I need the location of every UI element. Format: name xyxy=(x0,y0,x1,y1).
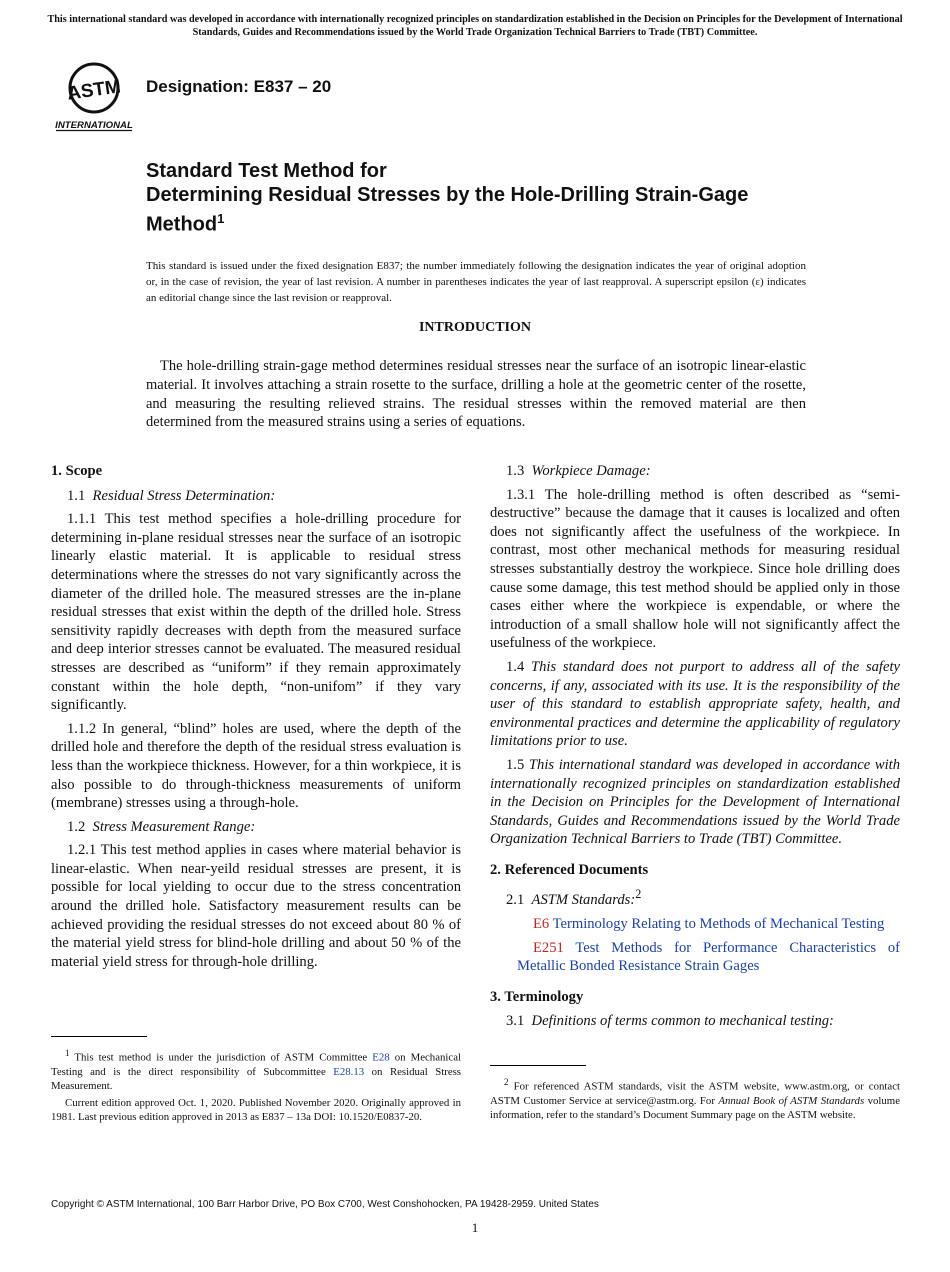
section-3-1 xyxy=(490,1012,900,1031)
footnote-2-mark: 2 xyxy=(504,1077,509,1087)
footnote-1-part-a: This test method is under the jurisdiction of ASTM Committee xyxy=(74,1051,368,1064)
section-1-2-title: Stress Measurement Range: xyxy=(92,818,256,835)
footnote-2-text xyxy=(490,1075,900,1122)
section-1-2 xyxy=(51,818,461,837)
introduction-heading: INTRODUCTION xyxy=(418,320,531,335)
document-title xyxy=(146,159,826,237)
section-1-1 xyxy=(51,487,461,506)
footnote-1-text xyxy=(51,1046,461,1093)
subcommittee-e28-13-link[interactable]: E28.13 xyxy=(333,1065,365,1078)
title-footnote-mark: 1 xyxy=(217,211,225,226)
copyright: Copyright © ASTM International, 100 Barr Harbor Drive, PO Box C700, West Conshohocken, PA 19428-2959. United States xyxy=(51,1199,599,1210)
footnote-1-part-b: on Mechanical Testing and is the direct responsibility of Subcommittee xyxy=(51,1051,461,1078)
committee-e28-link[interactable]: E28 xyxy=(372,1051,390,1064)
section-1-1-title: Residual Stress Determination: xyxy=(92,487,276,504)
footnote-rule-left xyxy=(51,1036,147,1037)
title-line-2 xyxy=(146,183,826,237)
footnote-2-italic: Annual Book of ASTM Standards xyxy=(718,1094,865,1107)
referenced-documents-heading: 2. Referenced Documents xyxy=(490,861,649,878)
terminology-heading: 3. Terminology xyxy=(490,988,584,1005)
top-notice: This international standard was developed in accordance with internationally recognized principles on standardization established in the Decision on Principles for the Development of International Standards, Guides and Recommendations issued by the World Trade Organization Technical Barriers to Trade (TBT) Committee. xyxy=(47,14,903,38)
footnote-1 xyxy=(51,1046,461,1128)
section-1-2-number: 1.2 xyxy=(67,818,86,835)
section-2-1 xyxy=(490,885,900,909)
reference-e251[interactable] xyxy=(490,939,900,976)
section-1-2-1: 1.2.1 This test method applies in cases where material behavior is linear-elastic. When near-yeild residual stresses are present, it is possible for local yielding to occur due to the stress concentration around the drilled hole. Satisfactory measurement results can be achieved providing the residual stresses do not exceed about 80 % of the material yield stress for blind-hole drilling and about 50 % of the material yield stress for through-hole drilling. xyxy=(51,842,461,970)
footnote-2 xyxy=(490,1075,900,1125)
designation: Designation: E837 – 20 xyxy=(146,77,332,96)
astm-logo xyxy=(52,60,136,132)
section-1-1-2: 1.1.2 In general, “blind” holes are used, where the depth of the drilled hole and therefore the depth of the residual stress evaluation is less than the workpiece thickness. However, for a thin workpiece, it is also possible to do through-thickness measurements of uniform (membrane) stresses using a through-hole. xyxy=(51,720,461,812)
footnote-2-part-a: For referenced ASTM standards, visit the ASTM website, www.astm.org, or contact ASTM Customer Service at service@astm.org. For xyxy=(490,1080,900,1107)
section-1-1-number: 1.1 xyxy=(67,487,86,504)
logo-text-top: ASTM xyxy=(65,76,123,105)
section-1-5 xyxy=(490,756,900,849)
section-1-3-number: 1.3 xyxy=(506,463,525,479)
logo-text-bottom: INTERNATIONAL xyxy=(55,120,133,131)
scope-heading: 1. Scope xyxy=(51,463,103,479)
section-2-1-footnote-mark: 2 xyxy=(635,887,642,902)
left-column xyxy=(51,462,461,976)
section-1-3-1: 1.3.1 The hole-drilling method is often described as “semi-destructive” because the damage that it causes is localized and often does not significantly affect the usefulness of the workpiece. In contrast, most other mechanical methods for measuring residual stresses substantially destroy the workpiece. Since hole drilling does cause some damage, this test method should be applied only in those cases either where the workpiece is expendable, or where the introduction of a small shallow hole will not significantly affect the usefulness of the workpiece. xyxy=(490,486,900,652)
section-1-3-title: Workpiece Damage: xyxy=(531,463,651,479)
footnote-rule-right xyxy=(490,1065,586,1066)
section-1-4-number: 1.4 xyxy=(506,658,525,675)
section-1-1-1: 1.1.1 This test method specifies a hole-drilling procedure for determining in-plane residual stresses near the surface of an isotropic linearly elastic material. It is applicable to residual stress determinations where the stresses do not vary significantly across the diameter of the drilled hole. The measured stresses are the in-plane residual stresses that exist within the depth of the drilled hole. Stress sensitivity rapidly decreases with depth from the measured surface and deep interior stresses cannot be evaluated. The measured residual stresses are described as “uniform” if they remain approximately constant within the hole depth, “non-unifom” if they vary significantly. xyxy=(51,511,461,714)
footnote-1-approval: Current edition approved Oct. 1, 2020. Published November 2020. Originally approved in 1981. Last previous edition approved in 2013 as E837 – 13a DOI: 10.1520/E0837-20. xyxy=(51,1097,461,1124)
standard-note: This standard is issued under the fixed designation E837; the number immediately following the designation indicates the year of original adoption or, in the case of revision, the year of last revision. A number in parentheses indicates the year of last reapproval. A superscript epsilon (ε) indicates an editorial change since the last revision or reapproval. xyxy=(146,260,806,304)
title-line-1: Standard Test Method for xyxy=(146,160,387,182)
reference-title-link[interactable]: Terminology Relating to Methods of Mechanical Testing xyxy=(552,915,885,932)
section-1-5-text: This international standard was developed in accordance with internationally recognized principles on standardization established in the Decision on Principles for the Development of International Standards, Guides and Recommendations issued by the World Trade Organization Technical Barriers to Trade (TBT) Committee. xyxy=(490,756,901,848)
section-1-3 xyxy=(490,462,900,481)
section-1-5-number: 1.5 xyxy=(506,756,525,773)
section-1-4 xyxy=(490,658,900,751)
section-2-1-title: ASTM Standards: xyxy=(531,892,636,909)
footnote-1-mark: 1 xyxy=(65,1048,70,1058)
reference-code-link[interactable]: E6 xyxy=(533,915,550,932)
footnote-2-part-b: volume information, refer to the standard’s Document Summary page on the ASTM website. xyxy=(490,1094,900,1121)
right-column xyxy=(490,462,900,1036)
title-main: Determining Residual Stresses by the Hole-Drilling Strain-Gage Method xyxy=(146,184,749,236)
section-3-1-title: Definitions of terms common to mechanical testing: xyxy=(531,1013,834,1030)
introduction-text: The hole-drilling strain-gage method determines residual stresses near the surface of an isotropic linear-elastic material. It involves attaching a strain rosette to the surface, drilling a hole at the geometric center of the rosette, and measuring the resulting relieved strains. The residual stresses within the removed material are then determined from the measured strains using a series of equations. xyxy=(146,358,806,431)
page-number: 1 xyxy=(471,1220,479,1235)
section-2-1-number: 2.1 xyxy=(506,892,525,909)
section-1-4-text: This standard does not purport to address all of the safety concerns, if any, associated with its use. It is the responsibility of the user of this standard to establish appropriate safety, health, and environmental practices and determine the applicability of regulatory limitations prior to use. xyxy=(490,658,900,750)
reference-code-link[interactable]: E251 xyxy=(533,939,564,956)
section-3-1-number: 3.1 xyxy=(506,1013,525,1030)
footnote-1-part-c: on Residual Stress Measurement. xyxy=(51,1065,462,1092)
reference-e6[interactable] xyxy=(490,915,900,934)
reference-title-link[interactable]: Test Methods for Performance Characteristics of Metallic Bonded Resistance Strain Gages xyxy=(517,939,900,975)
